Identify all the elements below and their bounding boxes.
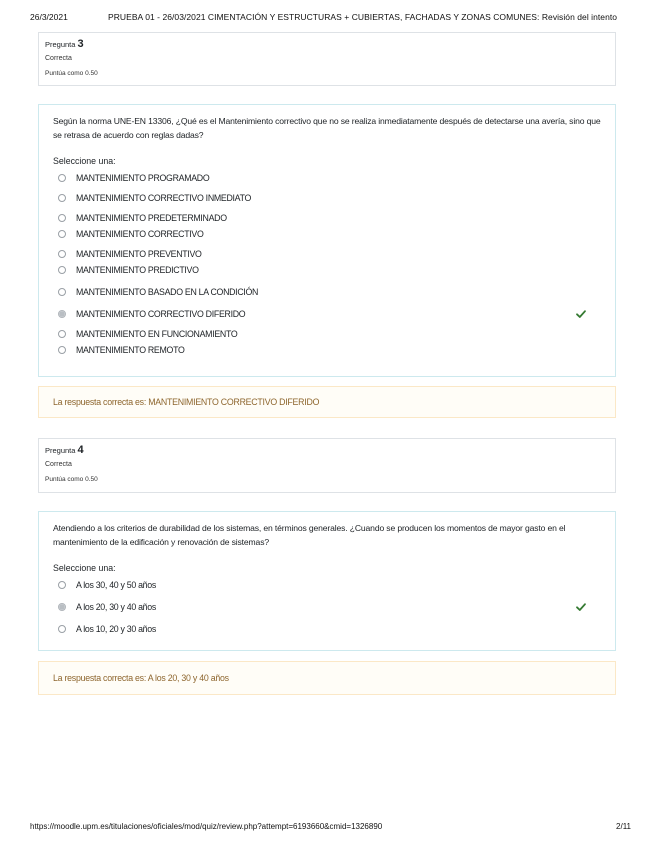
answer-option[interactable] (53, 283, 601, 301)
radio-button[interactable] (58, 214, 66, 222)
answer-option-selected[interactable] (53, 305, 601, 323)
option-label: A los 20, 30 y 40 años (76, 602, 156, 612)
question-formulation (38, 511, 616, 651)
question-text: Atendiendo a los criterios de durabilidad de los sistemas, en términos generales. ¿Cuando se producen los momentos de mayor gasto en el mantenimiento de la edificación y renovación de sistemas? (53, 523, 566, 547)
radio-button[interactable] (58, 581, 66, 589)
question-grade: Puntúa como 0.50 (45, 476, 98, 483)
radio-button[interactable] (58, 266, 66, 274)
answer-option[interactable] (53, 169, 601, 187)
option-label: MANTENIMIENTO CORRECTIVO (76, 229, 204, 239)
print-footer (30, 822, 631, 834)
radio-button[interactable] (58, 625, 66, 633)
answer-option[interactable] (53, 225, 601, 243)
question-text: Según la norma UNE-EN 13306, ¿Qué es el Mantenimiento correctivo que no se realiza inmediatamente después de detectarse una avería, sino que se retrasa de acuerdo con reglas dadas? (53, 116, 601, 140)
feedback-text: La respuesta correcta es: MANTENIMIENTO CORRECTIVO DIFERIDO (53, 397, 320, 407)
radio-button-checked[interactable] (58, 603, 66, 611)
question-grade: Puntúa como 0.50 (45, 70, 98, 77)
question-state: Correcta (45, 55, 72, 62)
print-url: https://moodle.upm.es/titulaciones/oficiales/mod/quiz/review.php?attempt=6193660&cmid=1326890 (30, 822, 383, 831)
question-number: Pregunta 4 (45, 444, 84, 456)
print-header (30, 12, 631, 24)
question-info (38, 438, 616, 493)
option-label: MANTENIMIENTO BASADO EN LA CONDICIÓN (76, 287, 259, 297)
radio-button[interactable] (58, 250, 66, 258)
radio-button[interactable] (58, 288, 66, 296)
print-date: 26/3/2021 (30, 12, 68, 22)
question-info (38, 32, 616, 86)
answer-option-selected[interactable] (53, 598, 601, 616)
radio-button[interactable] (58, 330, 66, 338)
correct-answer-feedback (38, 661, 616, 695)
answer-prompt: Seleccione una: (53, 563, 116, 573)
correct-check-icon (575, 308, 587, 320)
option-label: A los 10, 20 y 30 años (76, 624, 156, 634)
page-number: 2/11 (616, 822, 631, 831)
answer-prompt: Seleccione una: (53, 156, 116, 166)
radio-button[interactable] (58, 174, 66, 182)
question-formulation (38, 104, 616, 377)
option-label: A los 30, 40 y 50 años (76, 580, 156, 590)
question-state: Correcta (45, 461, 72, 468)
correct-check-icon (575, 601, 587, 613)
answer-option[interactable] (53, 189, 601, 207)
option-label: MANTENIMIENTO EN FUNCIONAMIENTO (76, 329, 238, 339)
question-number: Pregunta 3 (45, 38, 84, 50)
feedback-text: La respuesta correcta es: A los 20, 30 y 40 años (53, 673, 229, 683)
correct-answer-feedback (38, 386, 616, 418)
answer-option[interactable] (53, 620, 601, 638)
radio-button[interactable] (58, 194, 66, 202)
answer-option[interactable] (53, 261, 601, 279)
answer-options (53, 169, 601, 359)
option-label: MANTENIMIENTO PREVENTIVO (76, 249, 202, 259)
option-label: MANTENIMIENTO REMOTO (76, 345, 185, 355)
answer-option[interactable] (53, 576, 601, 594)
option-label: MANTENIMIENTO CORRECTIVO DIFERIDO (76, 309, 246, 319)
radio-button-checked[interactable] (58, 310, 66, 318)
option-label: MANTENIMIENTO PREDETERMINADO (76, 213, 227, 223)
radio-button[interactable] (58, 346, 66, 354)
answer-options (53, 576, 601, 638)
option-label: MANTENIMIENTO PREDICTIVO (76, 265, 199, 275)
radio-button[interactable] (58, 230, 66, 238)
print-title: PRUEBA 01 - 26/03/2021 CIMENTACIÓN Y ESTRUCTURAS + CUBIERTAS, FACHADAS Y ZONAS COMUNES: Revisión del intento (108, 12, 618, 22)
option-label: MANTENIMIENTO CORRECTIVO INMEDIATO (76, 193, 252, 203)
answer-option[interactable] (53, 341, 601, 359)
option-label: MANTENIMIENTO PROGRAMADO (76, 173, 210, 183)
